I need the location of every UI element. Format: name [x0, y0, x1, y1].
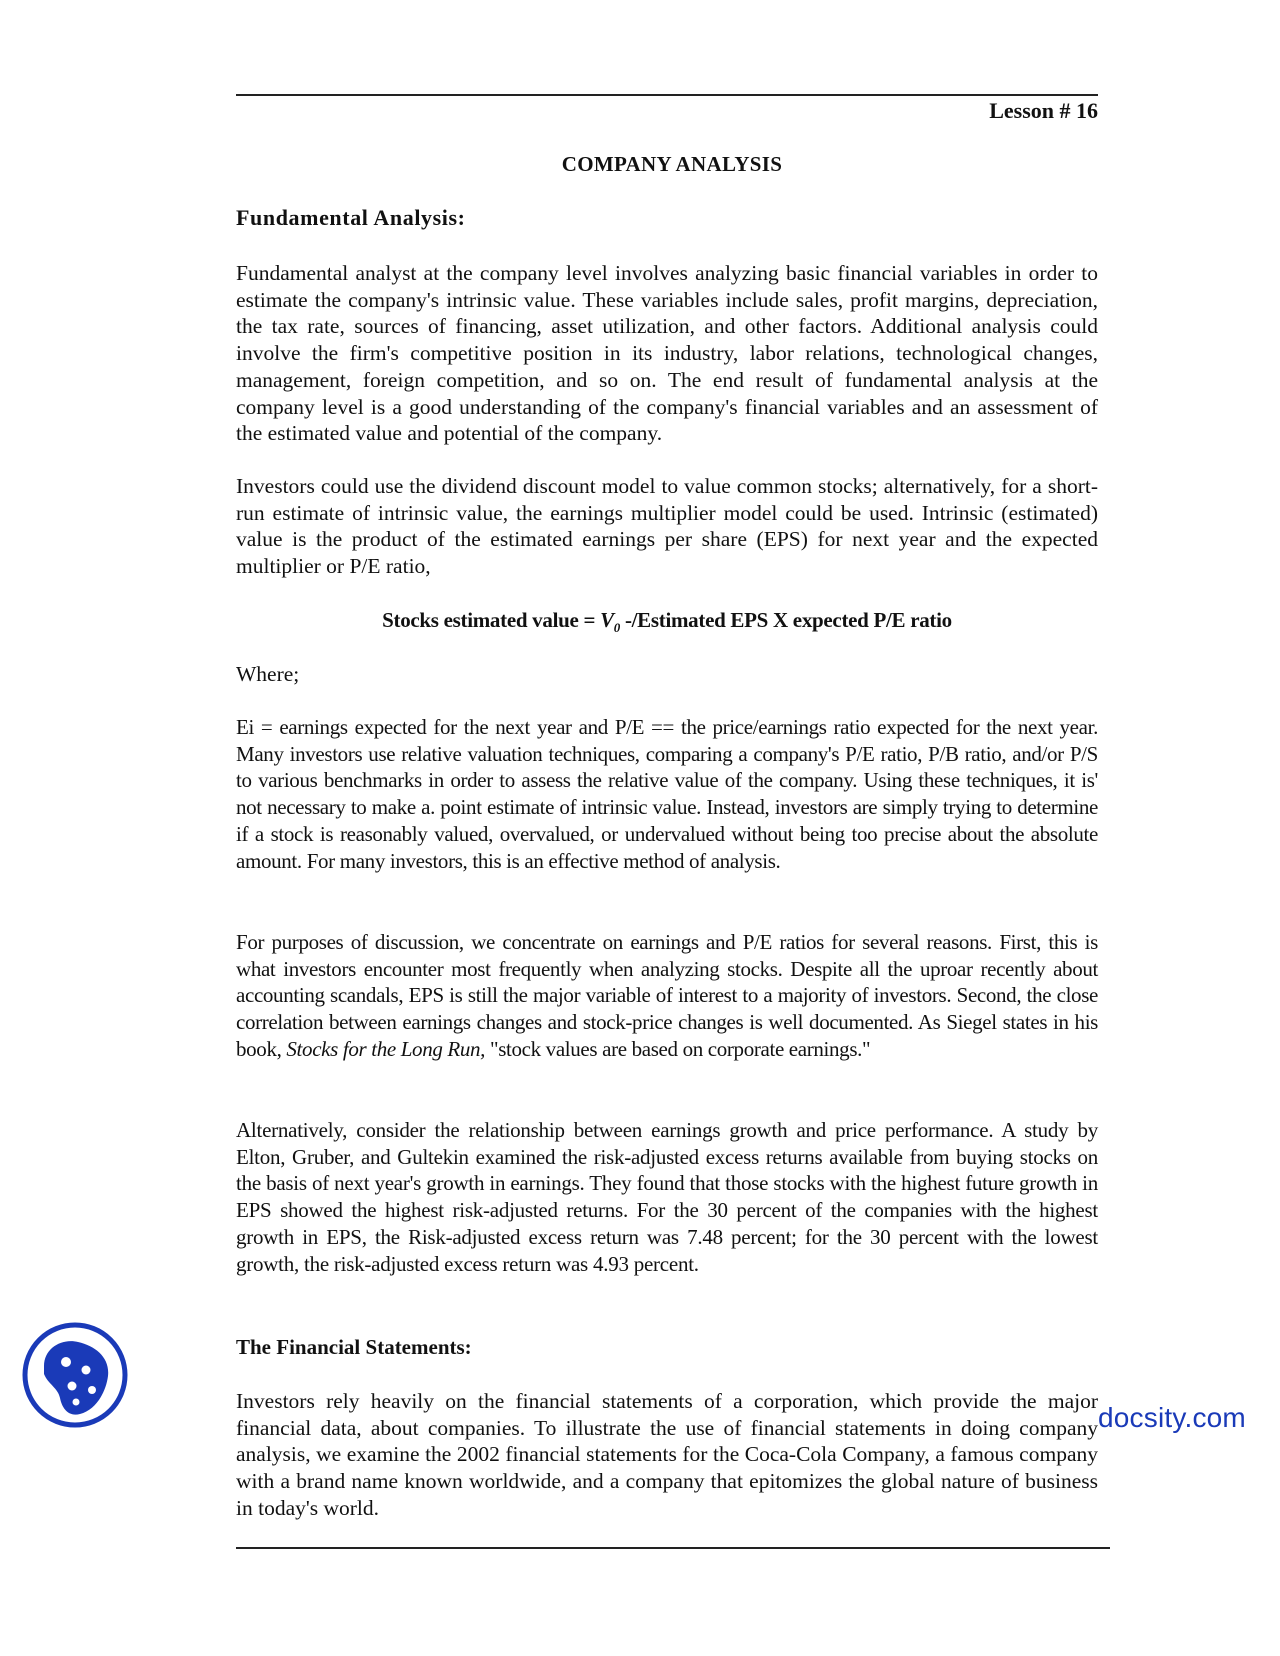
paragraph-fundamental-intro: Fundamental analyst at the company level involves analyzing basic financial variables in order to estimate the company's intrinsic value. These variables include sales, profit margins, depreciation, the tax rate, sources of financing, asset utilization, and other factors. Additional analysis could involve the firm's competitive position in its industry, labor relations, technological changes, management, foreign competition, and so on. The end result of fundamental analysis at the company level is a good understanding of the company's financial variables and an assessment of the estimated value and potential of the company.	[236, 261, 1098, 446]
paragraph-relative-valuation: Ei = earnings expected for the next year and P/E == the price/earnings ratio expected for the next year. Many investors use relative valuation techniques, comparing a company's P/E ratio, P/B ratio, and/or P/S to various benchmarks in order to assess the relative value of the company. Using these techniques, it is' not necessary to make a. point estimate of intrinsic value. Instead, investors are simply trying to determine if a stock is reasonably valued, overvalued, or undervalued without being too precise about the absolute amount. For many investors, this is an effective method of analysis.	[236, 715, 1098, 873]
paragraph-earnings-pe-end: "stock values are based on corporate earnings."	[485, 1036, 871, 1061]
paragraph-earnings-pe-text: For purposes of discussion, we concentrate on earnings and P/E ratios for several reasons. First, this is what investors encounter most frequently when analyzing stocks. Despite all the uproar recently about accounting scandals, EPS is still the major variable of interest to a majority of investors. Second, the close correlation between earnings changes and stock-price changes is well documented. As Siegel states in his book,	[236, 930, 1098, 1061]
formula	[236, 608, 1098, 636]
formula-variable: $V_0$	[600, 608, 620, 636]
docsity-brand[interactable]: docsity.com	[1098, 1402, 1246, 1433]
where-label: Where;	[236, 662, 300, 686]
page-title: COMPANY ANALYSIS	[561, 152, 783, 176]
paragraph-earnings-growth: Alternatively, consider the relationship between earnings growth and price performance. A study by Elton, Gruber, and Gultekin examined the risk-adjusted excess returns available from buying stocks on the basis of next year's growth in earnings. They found that those stocks with the highest future growth in EPS showed the highest risk-adjusted returns. For the 30 percent of the companies with the highest growth in EPS, the Risk-adjusted excess return was 7.48 percent; for the 30 percent with the lowest growth, the risk-adjusted excess return was 4.93 percent.	[236, 1118, 1098, 1276]
section-heading-fundamental: Fundamental Analysis:	[236, 205, 466, 230]
docsity-logo-icon	[22, 1322, 128, 1428]
footer-rule	[236, 1547, 1110, 1549]
book-title: Stocks for the Long Run,	[286, 1036, 486, 1061]
header-rule	[236, 94, 1098, 96]
paragraph-valuation-models: Investors could use the dividend discount model to value common stocks; alternatively, for a short-run estimate of intrinsic value, the earnings multiplier model could be used. Intrinsic (estimated) value is the product of the estimated earnings per share (EPS) for next year and the expected multiplier or P/E ratio,	[236, 474, 1098, 579]
formula-subscript: 0	[613, 620, 620, 636]
paragraph-earnings-pe	[236, 929, 1098, 1063]
section-heading-financial-statements: The Financial Statements:	[236, 1335, 472, 1359]
lesson-number: Lesson # 16	[989, 98, 1098, 123]
formula-prefix: Stocks estimated value =	[382, 608, 601, 632]
paragraph-financial-statements: Investors rely heavily on the financial statements of a corporation, which provide the major financial data, about companies. To illustrate the use of financial statements in doing company analysis, we examine the 2002 financial statements for the Coca-Cola Company, a famous company with a brand name known worldwide, and a company that epitomizes the global nature of business in today's world.	[236, 1389, 1098, 1520]
formula-suffix: -/Estimated EPS X expected P/E ratio	[620, 608, 952, 632]
